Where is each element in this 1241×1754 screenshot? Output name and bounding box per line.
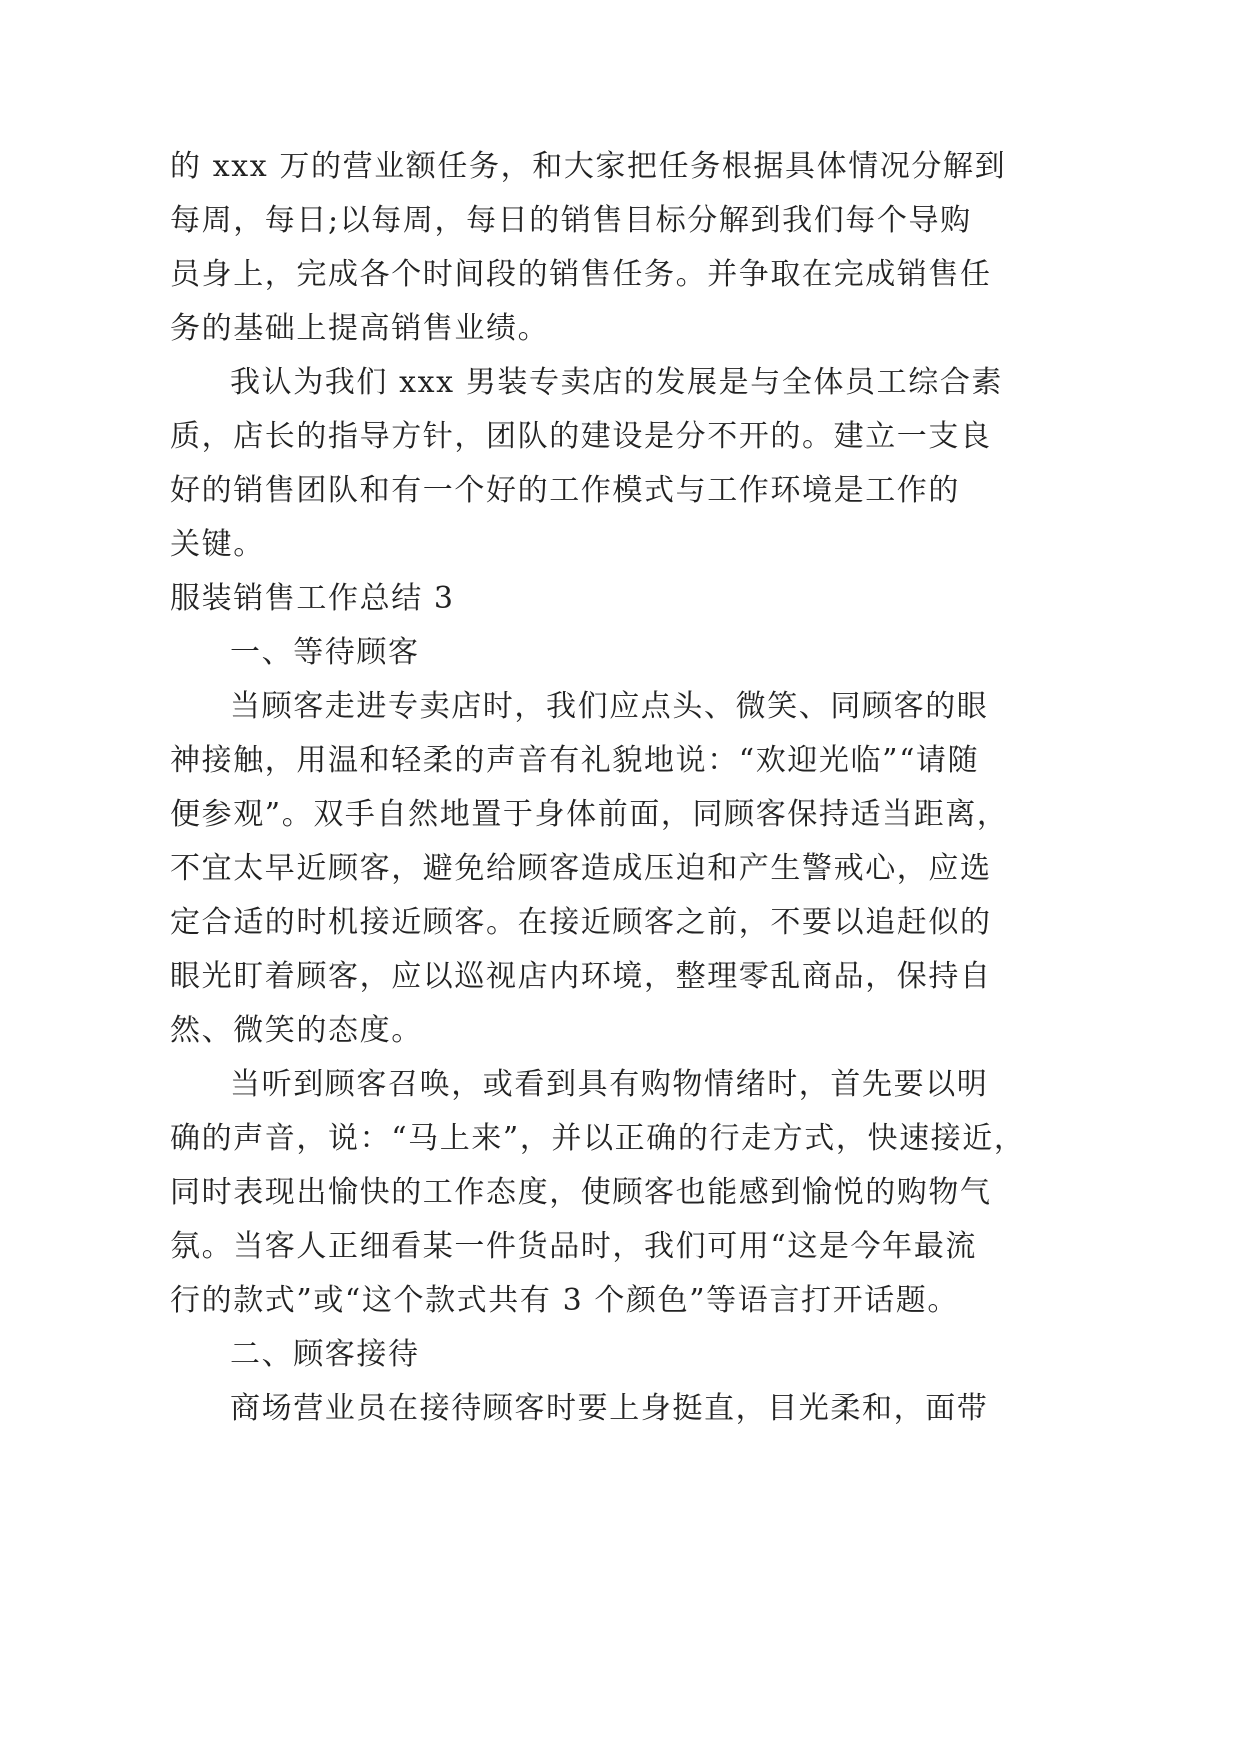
text-line-15: 定合适的时机接近顾客。在接近顾客之前，不要以追赶似的 xyxy=(170,905,992,940)
text-line-17: 然、微笑的态度。 xyxy=(170,1013,423,1048)
text-line-12: 神接触，用温和轻柔的声音有礼貌地说：“欢迎光临”“请随 xyxy=(170,743,980,778)
subheading-customer-reception: 二、顾客接待 xyxy=(230,1337,420,1372)
text-line-7: 好的销售团队和有一个好的工作模式与工作环境是工作的 xyxy=(170,473,960,508)
text-line-18: 当听到顾客召唤，或看到具有购物情绪时，首先要以明 xyxy=(230,1067,989,1102)
text-line-24: 商场营业员在接待顾客时要上身挺直，目光柔和，面带 xyxy=(230,1391,989,1426)
text-line-19: 确的声音，说：“马上来”，并以正确的行走方式，快速接近， xyxy=(170,1121,1026,1156)
text-line-14: 不宜太早近顾客，避免给顾客造成压迫和产生警戒心，应选 xyxy=(170,851,992,886)
text-line-13: 便参观”。双手自然地置于身体前面，同顾客保持适当距离， xyxy=(170,797,1009,832)
text-line-5: 我认为我们 xxx 男装专卖店的发展是与全体员工综合素 xyxy=(230,365,1004,400)
text-line-4: 务的基础上提高销售业绩。 xyxy=(170,311,550,346)
text-line-2: 每周，每日;以每周，每日的销售目标分解到我们每个导购 xyxy=(170,203,972,238)
text-line-21: 氛。当客人正细看某一件货品时，我们可用“这是今年最流 xyxy=(170,1229,977,1264)
text-line-8: 关键。 xyxy=(170,527,265,562)
text-line-16: 眼光盯着顾客，应以巡视店内环境，整理零乱商品，保持自 xyxy=(170,959,992,994)
section-heading: 服装销售工作总结 3 xyxy=(170,581,455,616)
text-line-1: 的 xxx 万的营业额任务，和大家把任务根据具体情况分解到 xyxy=(170,149,1007,184)
subheading-wait-customer: 一、等待顾客 xyxy=(230,635,420,670)
text-line-11: 当顾客走进专卖店时，我们应点头、微笑、同顾客的眼 xyxy=(230,689,989,724)
text-line-6: 质，店长的指导方针，团队的建设是分不开的。建立一支良 xyxy=(170,419,992,454)
text-line-22: 行的款式”或“这个款式共有 3 个颜色”等语言打开话题。 xyxy=(170,1283,959,1318)
text-line-3: 员身上，完成各个时间段的销售任务。并争取在完成销售任 xyxy=(170,257,992,292)
text-line-20: 同时表现出愉快的工作态度，使顾客也能感到愉悦的购物气 xyxy=(170,1175,992,1210)
